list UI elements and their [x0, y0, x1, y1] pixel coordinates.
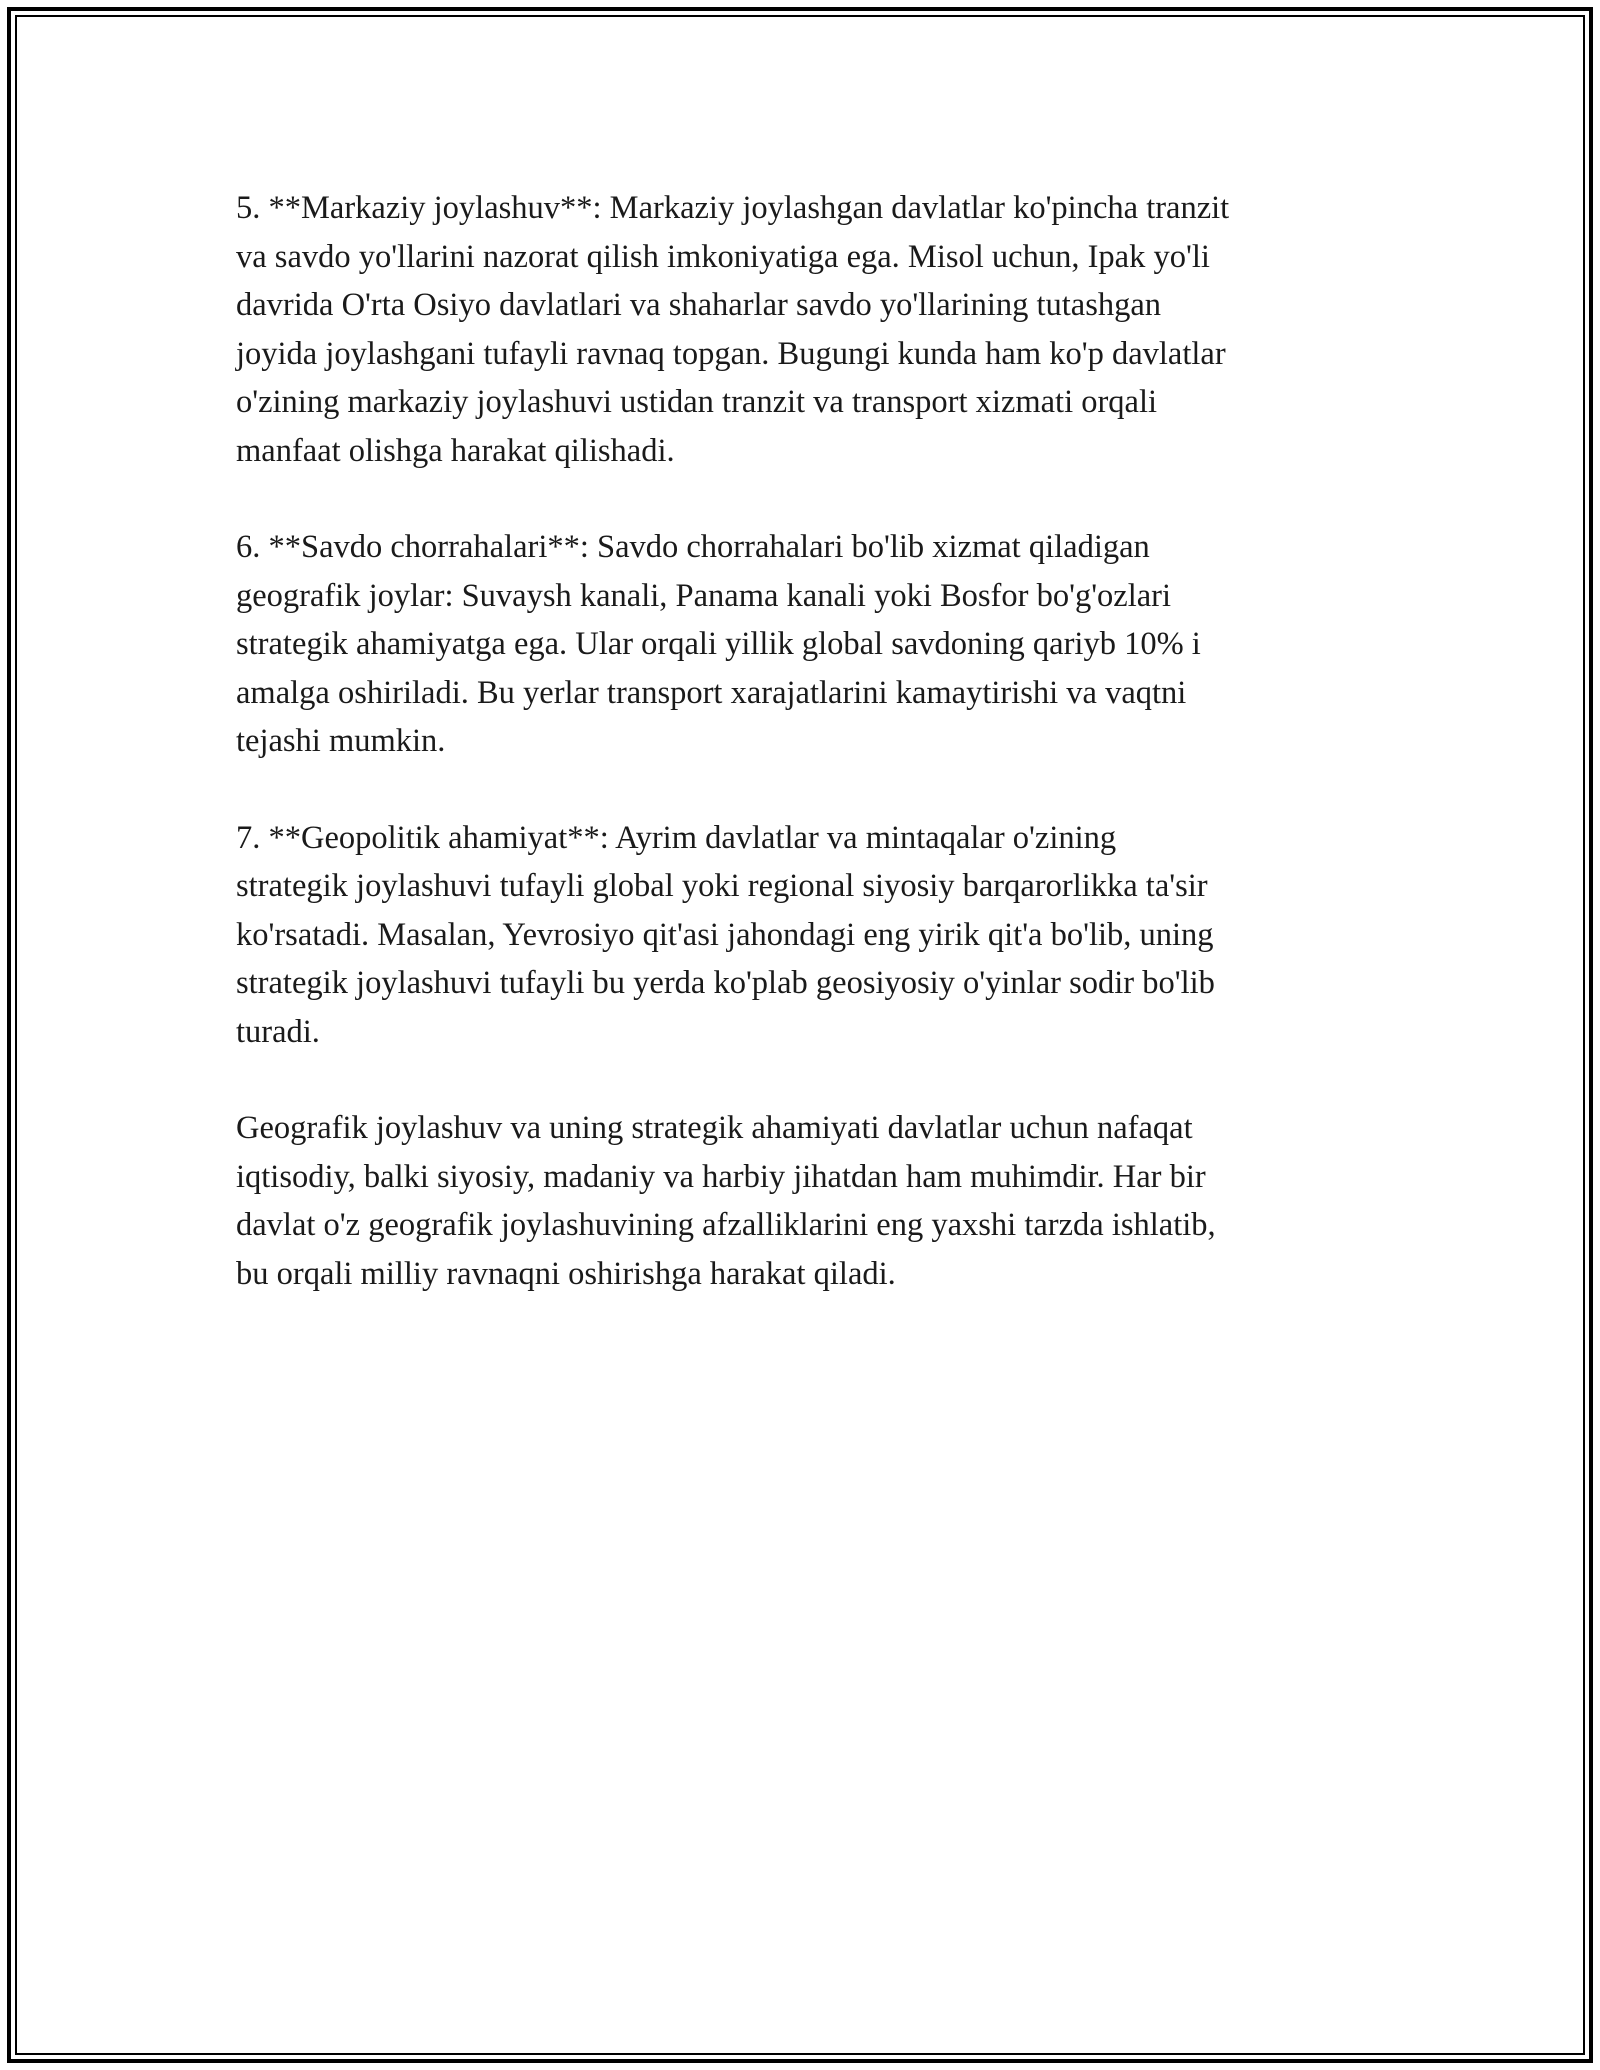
paragraph-markaziy-joylashuv — [236, 184, 1376, 475]
text-line: va savdo yo'llarini nazorat qilish imkoniyatiga ega. Misol uchun, Ipak yo'li — [236, 238, 1210, 275]
text-line: Geografik joylashuv va uning strategik ahamiyati davlatlar uchun nafaqat — [236, 1110, 1193, 1146]
text-line: geografik joylar: Suvaysh kanali, Panama kanali yoki Bosfor bo'g'ozlari — [236, 577, 1172, 614]
text-line: amalga oshiriladi. Bu yerlar transport xarajatlarini kamaytirishi va vaqtni — [236, 674, 1187, 711]
text-line: turadi. — [236, 1013, 320, 1050]
paragraph-geopolitik-ahamiyat — [236, 814, 1376, 1057]
text-line: joyida joylashgani tufayli ravnaq topgan. Bugungi kunda ham ko'p davlatlar — [236, 335, 1226, 372]
text-line: 6. **Savdo chorrahalari**: Savdo chorrahalari bo'lib xizmat qiladigan — [236, 529, 1150, 565]
text-line: 7. **Geopolitik ahamiyat**: Ayrim davlatlar va mintaqalar o'zining — [236, 819, 1117, 856]
text-line: davlat o'z geografik joylashuvining afzalliklarini eng yaxshi tarzda ishlatib, — [236, 1207, 1216, 1243]
text-line: strategik ahamiyatga ega. Ular orqali yillik global savdoning qariyb 10% i — [236, 626, 1201, 662]
text-line: strategik joylashuvi tufayli bu yerda ko'plab geosiyosiy o'yinlar sodir bo'lib — [236, 965, 1215, 1001]
text-line: ko'rsatadi. Masalan, Yevrosiyo qit'asi jahondagi eng yirik qit'a bo'lib, uning — [236, 916, 1214, 953]
text-line: o'zining markaziy joylashuvi ustidan tranzit va transport xizmati orqali — [236, 384, 1158, 420]
text-line: bu orqali milliy ravnaqni oshirishga harakat qiladi. — [236, 1255, 896, 1292]
paragraph-savdo-chorrahalari — [236, 523, 1376, 766]
text-line: tejashi mumkin. — [236, 723, 446, 759]
text-line: strategik joylashuvi tufayli global yoki regional siyosiy barqarorlikka ta'sir — [236, 868, 1208, 904]
text-line: iqtisodiy, balki siyosiy, madaniy va harbiy jihatdan ham muhimdir. Har bir — [236, 1158, 1206, 1195]
paragraph-conclusion — [236, 1104, 1376, 1298]
text-line: davrida O'rta Osiyo davlatlari va shaharlar savdo yo'llarining tutashgan — [236, 287, 1162, 323]
document-body — [236, 184, 1376, 1346]
text-line: 5. **Markaziy joylashuv**: Markaziy joylashgan davlatlar ko'pincha tranzit — [236, 190, 1230, 226]
text-line: manfaat olishga harakat qilishadi. — [236, 432, 675, 469]
